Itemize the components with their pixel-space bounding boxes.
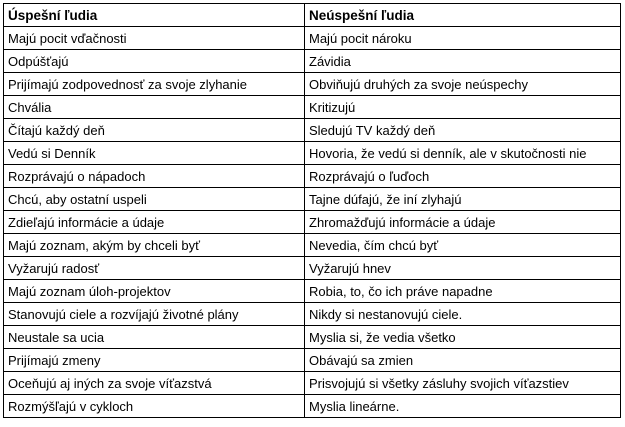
cell-unsuccessful: Myslia lineárne. bbox=[305, 395, 621, 418]
cell-unsuccessful: Nikdy si nestanovujú ciele. bbox=[305, 303, 621, 326]
comparison-table-container bbox=[3, 3, 621, 418]
table-row bbox=[4, 119, 621, 142]
cell-successful: Vedú si Denník bbox=[4, 142, 305, 165]
table-row bbox=[4, 234, 621, 257]
table-row bbox=[4, 211, 621, 234]
comparison-table bbox=[3, 3, 621, 418]
cell-successful: Neustale sa ucia bbox=[4, 326, 305, 349]
table-row bbox=[4, 96, 621, 119]
table-row bbox=[4, 303, 621, 326]
cell-unsuccessful: Závidia bbox=[305, 50, 621, 73]
table-row bbox=[4, 395, 621, 418]
cell-successful: Vyžarujú radosť bbox=[4, 257, 305, 280]
cell-successful: Majú zoznam úloh-projektov bbox=[4, 280, 305, 303]
cell-unsuccessful: Robia, to, čo ich práve napadne bbox=[305, 280, 621, 303]
cell-successful: Zdieľajú informácie a údaje bbox=[4, 211, 305, 234]
cell-successful: Chvália bbox=[4, 96, 305, 119]
cell-unsuccessful: Hovoria, že vedú si denník, ale v skutočnosti nie bbox=[305, 142, 621, 165]
cell-unsuccessful: Prisvojujú si všetky zásluhy svojich víťazstiev bbox=[305, 372, 621, 395]
cell-successful: Chcú, aby ostatní uspeli bbox=[4, 188, 305, 211]
cell-unsuccessful: Myslia si, že vedia všetko bbox=[305, 326, 621, 349]
cell-successful: Prijímajú zodpovednosť za svoje zlyhanie bbox=[4, 73, 305, 96]
header-unsuccessful-people: Neúspešní ľudia bbox=[305, 4, 621, 27]
header-successful-people: Úspešní ľudia bbox=[4, 4, 305, 27]
cell-successful: Čítajú každý deň bbox=[4, 119, 305, 142]
cell-successful: Rozmýšľajú v cykloch bbox=[4, 395, 305, 418]
cell-successful: Majú zoznam, akým by chceli byť bbox=[4, 234, 305, 257]
table-row bbox=[4, 50, 621, 73]
table-row bbox=[4, 165, 621, 188]
cell-unsuccessful: Zhromažďujú informácie a údaje bbox=[305, 211, 621, 234]
cell-unsuccessful: Obviňujú druhých za svoje neúspechy bbox=[305, 73, 621, 96]
cell-unsuccessful: Kritizujú bbox=[305, 96, 621, 119]
cell-successful: Rozprávajú o nápadoch bbox=[4, 165, 305, 188]
cell-unsuccessful: Vyžarujú hnev bbox=[305, 257, 621, 280]
cell-unsuccessful: Tajne dúfajú, že iní zlyhajú bbox=[305, 188, 621, 211]
table-row bbox=[4, 349, 621, 372]
cell-unsuccessful: Sledujú TV každý deň bbox=[305, 119, 621, 142]
cell-unsuccessful: Rozprávajú o ľuďoch bbox=[305, 165, 621, 188]
cell-successful: Odpúšťajú bbox=[4, 50, 305, 73]
table-row bbox=[4, 372, 621, 395]
cell-unsuccessful: Nevedia, čím chcú byť bbox=[305, 234, 621, 257]
table-row bbox=[4, 188, 621, 211]
table-row bbox=[4, 73, 621, 96]
table-header-row bbox=[4, 4, 621, 27]
table-row bbox=[4, 280, 621, 303]
table-row bbox=[4, 326, 621, 349]
cell-successful: Oceňujú aj iných za svoje víťazstvá bbox=[4, 372, 305, 395]
cell-unsuccessful: Obávajú sa zmien bbox=[305, 349, 621, 372]
cell-successful: Prijímajú zmeny bbox=[4, 349, 305, 372]
cell-successful: Majú pocit vďačnosti bbox=[4, 27, 305, 50]
table-row bbox=[4, 142, 621, 165]
cell-successful: Stanovujú ciele a rozvíjajú životné plány bbox=[4, 303, 305, 326]
cell-unsuccessful: Majú pocit nároku bbox=[305, 27, 621, 50]
table-row bbox=[4, 257, 621, 280]
table-row bbox=[4, 27, 621, 50]
